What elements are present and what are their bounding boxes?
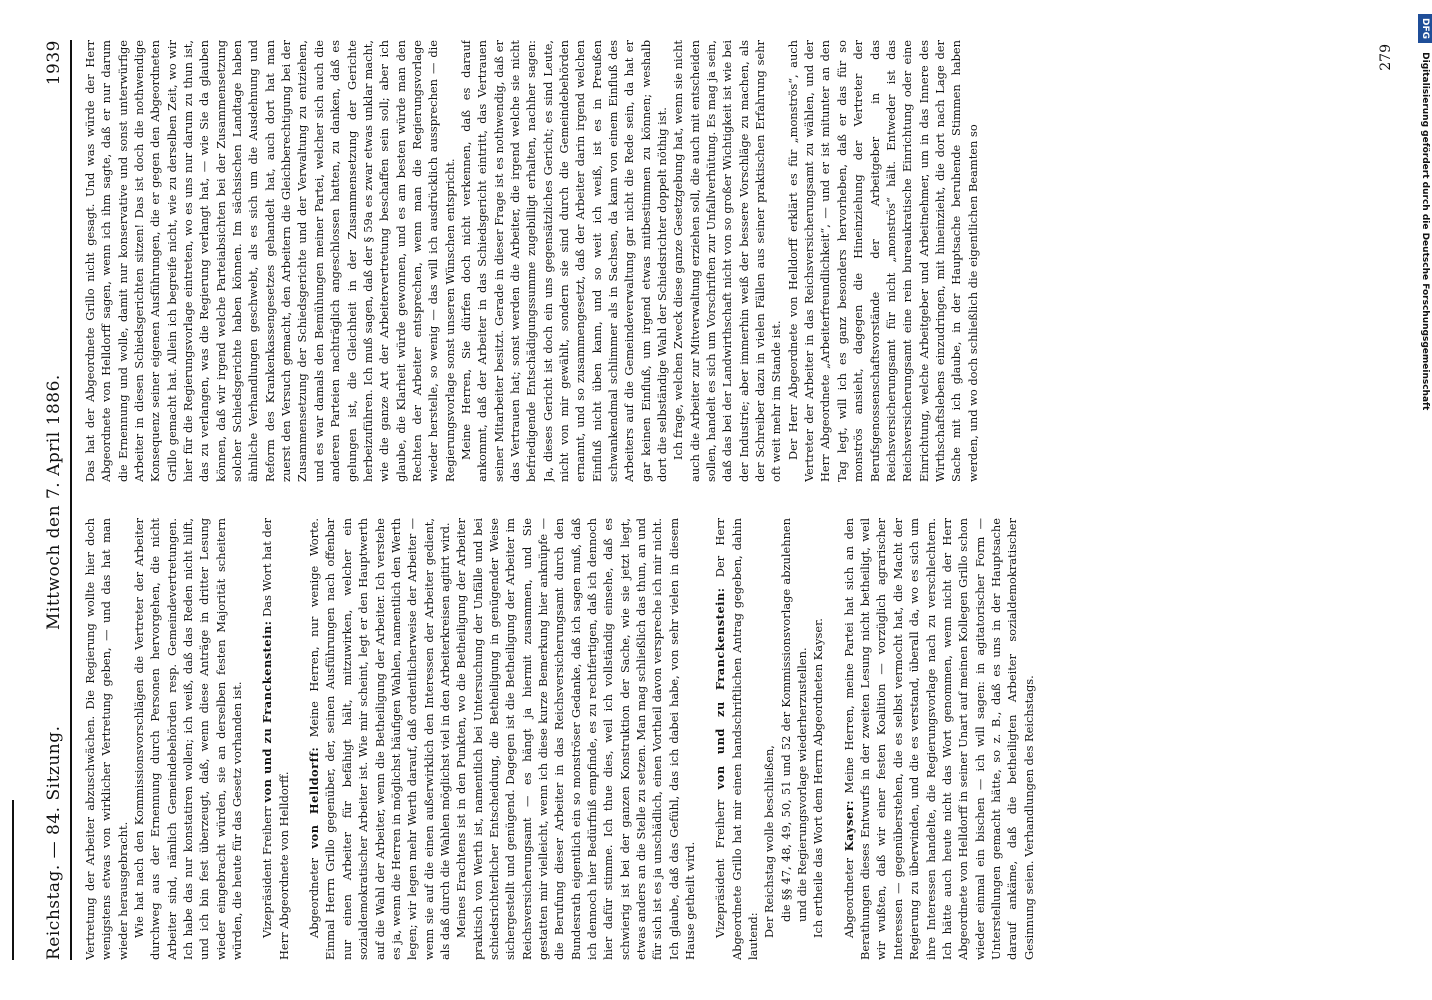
- paragraph: Wie hat nach den Kommissionsvorschlägen die Vertreter der Arbeiter durchweg aus der Ernennung durch Personen hervorgehen, die nicht Arbeiter sind, nämlich Gemeindebehörden resp. Gemeindevertretungen. Ich habe das nur konstatiren wollen; ich weiß, daß das Reden nicht hilft, und ich bin fest überzeugt, daß, wenn diese Anträge in dritter Lesung wieder eingebracht würden, sie an derselben festen Majorität scheitern würden, die heute für das Gesetz vorhanden ist.: [132, 518, 245, 960]
- speaker-name: von und zu Franckenstein:: [713, 587, 728, 790]
- dfg-logo: DFG: [1418, 14, 1432, 43]
- running-header: [40, 40, 72, 960]
- speech-text: Meine Herren, nur wenige Worte. Einmal Herrn Grillo gegenüber, der, seinen Ausführungen nach offenbar nur einen Arbeiter für befähigt hält, mitzuwirken, welcher ein sozialdemokratischer Arbeiter ist. Wie mir scheint, legt er den Hauptwerth auf die Wahl der Arbeiter, wenn die Betheiligung der Arbeiter. Ich verstehe es ja, wenn die Herren in möglichst häufigen Wahlen, namentlich den Werth legen; wir legen mehr Werth darauf, daß ordentlicherweise der Arbeiter — wenn sie auf die einen außerwirklich den Interessen der Arbeiter gedient, als daß durch die Wahlen möglichst viel in den Arbeiterkreisen agitirt wird.: [307, 518, 452, 960]
- page-footer-number: 279: [1378, 44, 1394, 71]
- paragraph: [841, 518, 1037, 960]
- header-date: Mittwoch den 7. April 1886.: [44, 374, 64, 630]
- paragraph: [306, 518, 453, 960]
- speech-text: Das Wort hat der Herr Abgeordnete von Helldorff.: [260, 518, 291, 960]
- header-rule: [12, 800, 14, 960]
- paragraph: Ich frage, welchen Zweck diese ganze Gesetzgebung hat, wenn sie nicht auch die Arbeiter zur Mitverwaltung erziehen soll, die auch mit entscheiden sollen, handelt es sich um Vorschriften zur Unfallverhütung. Es mag ja sein, daß das bei der Landwirthschaft nicht von so großer Wichtigkeit ist wie bei der Industrie; aber immerhin weiß der bessere Vorschläge zu machen, als der Schreiber dazu in vielen Fällen aus seiner praktischen Erfahrung sehr oft weit mehr im Stande ist.: [671, 40, 784, 482]
- paragraph: Der Herr Abgeordnete von Helldorff erklärt es für „monströs“, auch Vertreter der Arbeiter in das Reichsversicherungsamt zu wählen, und der Herr Abgeordnete „Arbeiterfreundlichkeit“, — und er ist mitunter an den Tag legt, will ich es ganz besonders hervorheben, daß er das für so monströs ansieht, dagegen die Hineinziehung der Vertreter der Berufsgenossenschaftsvorstände der Arbeitgeber in das Reichsversicherungsamt für nicht „monströs“ hält. Entweder ist das Reichsversicherungsamt eine rein bureaukratische Einrichtung oder eine Einrichtung, welche Arbeitgeber und Arbeitnehmer, um in das Innere des Wirthschaftslebens einzudringen, mit hineinzieht, die dort nach Lage der Sache mit ich glaube, in der Hauptsache beruhende Stimmen haben werden, und wo doch schließlich die eigentlichen Beamten so: [785, 40, 980, 482]
- paragraph: [259, 518, 292, 960]
- paragraph: Meines Erachtens ist in den Punkten, wo die Betheiligung der Arbeiter praktisch von Werth ist, namentlich bei Untersuchung der Unfälle und bei schiedsrichterlicher Entscheidung, die Betheiligung in genügender Weise sichergestellt und genügend. Dagegen ist die Betheiligung der Arbeiter im Reichsversicherungsamt — es hängt ja hiermit zusammen, und Sie gestatten mir vielleicht, wenn ich diese kurze Bemerkung hier anknüpfe — die Berufung dieser Arbeiter in das Reichsversicherungsamt durch den Bundesrath eigentlich ein so monströser Gedanke, daß ich sagen muß, daß ich dennoch hier Bedürfniß empfinde, es zu rechtfertigen, daß ich dennoch hier dafür stimme. Ich thue dies, weil ich vollständig einsehe, daß es schwierig ist bei der ganzen Konstruktion der Sache, wie sie jetzt liegt, etwas anders an die Stelle zu setzen. Man mag schließlich das thun, an und für sich ist es ja unschädlich, einen Vortheil davon verspreche ich mir nicht. Ich glaube, daß das Gefühl, das ich dabei habe, von sehr vielen in diesem Hause getheilt wird.: [454, 518, 698, 960]
- digitization-note: Digitalisierung gefördert durch die Deutsche Forschungsgemeinschaft: [1420, 52, 1430, 411]
- paragraph: [712, 518, 761, 960]
- speaker-name: Kayser:: [841, 800, 856, 852]
- paragraph: Ich ertheile das Wort dem Herrn Abgeordneten Kayser.: [811, 618, 826, 938]
- paragraph: Vertretung der Arbeiter abzuschwächen. Die Regierung wollte hier doch wenigstens etwas von wirklicher Vertretung geben, — und das hat man wieder herausgebracht.: [83, 518, 130, 960]
- speech-text: Der Herr Abgeordnete Grillo hat mir einen handschriftlichen Antrag gegeben, dahin lautend:: [713, 518, 761, 960]
- speaker-title: Abgeordneter: [307, 858, 322, 938]
- speaker-title: Vizepräsident Freiherr: [260, 806, 275, 938]
- motion-text: die §§ 47, 48, 49, 50, 51 und 52 der Kommissionsvorlage abzulehnen und die Regierungsvorlage wiederherzustellen.: [778, 518, 810, 922]
- speaker-name: von und zu Franckenstein:: [260, 620, 275, 803]
- right-column: [82, 40, 1372, 482]
- speaker-name: von Helldorff:: [307, 746, 322, 849]
- motion-line: Der Reichstag wolle beschließen,: [762, 745, 777, 938]
- header-page-number: 1939: [44, 40, 64, 86]
- speaker-title: Abgeordneter: [841, 858, 856, 938]
- left-column: [82, 518, 1372, 960]
- speech-text: Meine Herren, meine Partei hat sich an den Berathungen dieses Entwurfs in der zweiten Lesung nicht betheiligt, weil wir wußten, daß wir einer festen Koalition — vorzüglich agrarischer Interessen — gegenüberstehen, die es selbst vermocht hat, die Macht der Regierung zu überwinden, und die es verstand, überall da, wo es sich um ihre Interessen handelte, die Regierungsvorlage nach zu verschlechtern. Ich hätte auch heute nicht das Wort genommen, wenn nicht der Herr Abgeordnete von Helldorff in seiner Unart auf meinen Kollegen Grillo schon wieder einmal ein bischen — ich will sagen: in agitatorischer Form — Unterstellungen gemacht hätte, so z. B., daß es uns in der Hauptsache darauf ankäme, daß die betheiligten Arbeiter sozialdemokratischer Gesinnung seien. Verhandlungen des Reichstags.: [841, 518, 1036, 960]
- header-left: Reichstag. — 84. Sitzung.: [44, 725, 64, 960]
- paragraph: Das hat der Abgeordnete Grillo nicht gesagt. Und was würde der Herr Abgeordnete von Helldorff sagen, wenn ich ihm sagte, daß er nur darum die Ernennung und wolle, damit nur konservative und sonst unterwürfige Arbeiter in diesen Schiedsgerichten sitzen! Das ist doch die nothwendige Konsequenz seiner eigenen Ausführungen, die er gegen den Abgeordneten Grillo gemacht hat. Allein ich begreife nicht, wie zu derselben Zeit, wo wir hier für die Regierungsvorlage eintreten, wo es uns nur darum zu thun ist, das zu verlangen, was die Regierung verlangt hat, — wie Sie da glauben können, daß wir irgend welche Parteiabsichten bei der Zusammensetzung solcher Schiedsgerichte haben können. Im sächsischen Landtage haben ähnliche Verhandlungen geschwebt, als es sich um die Ausdehnung und Reform des Krankenkassengesetzes gehandelt hat, auch dort hat man zuerst den Versuch gemacht, den Arbeitern die Gleichberechtigung bei der Zusammensetzung der Schiedsgerichte und der Verwaltung zu entziehen, und es war damals den Bemühungen meiner Partei, welcher sich auch die anderen Parteien nachträglich angeschlossen hatten, zu danken, daß es gelungen ist, die Gleichheit in der Zusammensetzung der Gerichte herbeizuführen. Ich muß sagen, daß der § 59a es zwar etwas unklar macht, wie die ganze Art der Arbeitervertretung beschaffen sein soll; aber ich glaube, die Klarheit würde gewonnen, und es am besten würde man den Rechten der Arbeiter entsprechen, wenn man die Regierungsvorlage wieder herstelle, so wenig — das will ich ausdrücklich aussprechen — die Regierungsvorlage sonst unseren Wünschen entspricht.: [83, 40, 457, 482]
- digitization-credit: [1418, 14, 1432, 984]
- speaker-title: Vizepräsident Freiherr: [713, 799, 728, 938]
- paragraph: Meine Herren, Sie dürfen doch nicht verkennen, daß es darauf ankommt, daß der Arbeiter in das Schiedsgericht eintritt, das Vertrauen seiner Mitarbeiter besitzt. Gerade in dieser Frage ist es nothwendig, daß er das Vertrauen hat; sonst werden die Arbeiter, die irgend welche sie nicht befriedigende Entschädigungssumme zugebilligt erhalten, nachher sagen: Ja, dieses Gericht ist doch ein uns gegensätzliches Gericht; es sind Leute, nicht von mir gewählt, sondern sie sind durch die Gemeindebehörden ernannt, und so zusammengesetzt, daß der Arbeiter darin irgend welchen Einfluß nicht üben kann, und so weit ich weiß, ist es in Preußen schwankendmal schlimmer als in Sachsen, da kann von einem Einfluß des Arbeiters auf die Gemeindeverwaltung gar nicht die Rede sein, da hat er gar keinen Einfluß, um irgend etwas mitbestimmen zu können; weshalb dort die selbständige Wahl der Schiedsrichter doppelt nöthig ist.: [458, 40, 670, 482]
